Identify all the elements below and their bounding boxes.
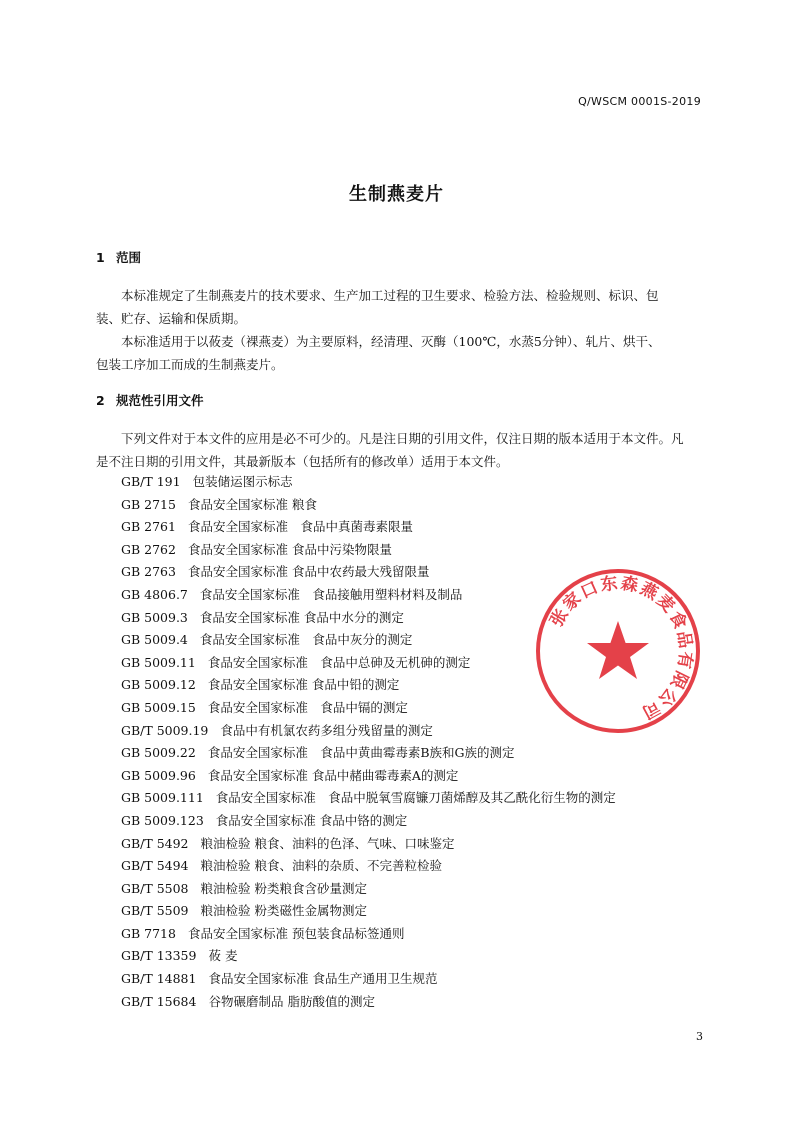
reference-code: GB 5009.123 <box>121 812 204 828</box>
reference-item <box>121 810 616 833</box>
reference-code: GB/T 15684 <box>121 993 197 1009</box>
reference-title: 食品安全国家标准 食品生产通用卫生规范 <box>208 971 438 987</box>
section-2-line: 下列文件对于本文件的应用是必不可少的。凡是注日期的引用文件，仅注日期的版本适用于本文件。凡 <box>121 431 684 446</box>
reference-code: GB 5009.4 <box>121 632 188 648</box>
reference-title: 食品安全国家标准 食品中铬的测定 <box>215 812 408 828</box>
reference-code: GB 2761 <box>121 519 176 535</box>
reference-code: GB 2762 <box>121 541 176 557</box>
reference-code: GB 5009.111 <box>121 790 204 806</box>
reference-item <box>121 855 616 878</box>
reference-title: 粮油检验 粮食、油料的色泽、气味、口味鉴定 <box>200 835 455 851</box>
reference-code: GB 2763 <box>121 564 176 580</box>
section-1-heading <box>96 248 141 266</box>
reference-list <box>121 471 616 1013</box>
reference-code: GB/T 13359 <box>121 948 197 964</box>
section-1-line: 本标准规定了生制燕麦片的技术要求、生产加工过程的卫生要求、检验方法、检验规则、标识、包 <box>121 288 659 303</box>
reference-item <box>121 923 616 946</box>
document-header-code: Q/WSCM 0001S-2019 <box>578 95 701 108</box>
reference-code: GB/T 14881 <box>121 971 197 987</box>
reference-code: GB 5009.15 <box>121 699 196 715</box>
reference-title: 食品安全国家标准 粮食 <box>187 496 317 512</box>
reference-title: 食品安全国家标准 食品中污染物限量 <box>187 541 392 557</box>
reference-code: GB 2715 <box>121 496 176 512</box>
reference-title: 莜 麦 <box>208 948 238 964</box>
reference-code: GB/T 191 <box>121 474 181 489</box>
reference-code: GB 5009.11 <box>121 654 196 670</box>
section-1-line: 装、贮存、运输和保质期。 <box>96 311 247 326</box>
document-title: 生制燕麦片 <box>349 184 444 205</box>
reference-item <box>121 539 616 562</box>
section-2-title: 规范性引用文件 <box>116 393 204 408</box>
reference-item <box>121 765 616 788</box>
reference-item <box>121 742 616 765</box>
reference-title: 食品安全国家标准 食品中脱氧雪腐镰刀菌烯醇及其乙酰化衍生物的测定 <box>215 790 616 806</box>
section-1-number: 1 <box>96 250 105 265</box>
reference-item <box>121 878 616 901</box>
reference-title: 食品安全国家标准 食品中总砷及无机砷的测定 <box>207 654 471 670</box>
reference-title: 包装储运图示标志 <box>192 474 293 489</box>
reference-code: GB 5009.22 <box>121 745 196 761</box>
reference-title: 食品安全国家标准 食品中镉的测定 <box>207 699 408 715</box>
section-1-line: 本标准适用于以莜麦（裸燕麦）为主要原料，经清理、灭酶（100℃，水蒸5分钟）、轧片、烘干、 <box>121 334 661 349</box>
reference-title: 粮油检验 粮食、油料的杂质、不完善粒检验 <box>200 858 442 874</box>
section-2-heading <box>96 391 204 409</box>
reference-title: 食品安全国家标准 食品中真菌毒素限量 <box>187 519 413 535</box>
reference-title: 食品安全国家标准 食品中铅的测定 <box>207 677 400 693</box>
reference-item <box>121 494 616 517</box>
reference-item <box>121 833 616 856</box>
reference-title: 食品安全国家标准 食品中赭曲霉毒素A的测定 <box>207 767 459 783</box>
reference-code: GB/T 5508 <box>121 880 189 896</box>
reference-title: 粮油检验 粉类磁性金属物测定 <box>200 903 367 919</box>
reference-code: GB/T 5009.19 <box>121 722 209 738</box>
section-1-line: 包装工序加工而成的生制燕麦片。 <box>96 357 284 372</box>
reference-code: GB 5009.3 <box>121 609 188 625</box>
reference-title: 食品安全国家标准 食品中灰分的测定 <box>199 632 413 648</box>
reference-code: GB/T 5509 <box>121 903 189 919</box>
reference-title: 食品安全国家标准 食品接触用塑料材料及制品 <box>199 586 463 602</box>
reference-item <box>121 968 616 991</box>
reference-item <box>121 900 616 923</box>
section-1-title: 范围 <box>116 250 142 265</box>
reference-code: GB 7718 <box>121 925 176 941</box>
reference-code: GB/T 5492 <box>121 835 189 851</box>
seal-text: 张家口东森燕麦食品有限公司 <box>546 573 696 724</box>
reference-title: 食品中有机氯农药多组分残留量的测定 <box>220 722 433 738</box>
reference-code: GB 5009.12 <box>121 677 196 693</box>
page-number: 3 <box>696 1030 703 1043</box>
reference-item <box>121 471 616 494</box>
seal-star-icon <box>587 621 649 679</box>
reference-title: 粮油检验 粉类粮食含砂量测定 <box>200 880 367 896</box>
reference-item <box>121 516 616 539</box>
reference-title: 食品安全国家标准 食品中农药最大残留限量 <box>187 564 430 580</box>
section-2-line: 是不注日期的引用文件，其最新版本（包括所有的修改单）适用于本文件。 <box>96 454 509 469</box>
reference-item <box>121 787 616 810</box>
reference-code: GB/T 5494 <box>121 858 189 874</box>
company-seal <box>533 566 703 736</box>
reference-title: 食品安全国家标准 食品中水分的测定 <box>199 609 404 625</box>
section-1-body <box>96 284 706 376</box>
reference-title: 食品安全国家标准 食品中黄曲霉毒素B族和G族的测定 <box>207 745 515 761</box>
section-2-body <box>96 427 706 473</box>
reference-code: GB 4806.7 <box>121 586 188 602</box>
reference-title: 食品安全国家标准 预包装食品标签通则 <box>187 925 405 941</box>
reference-code: GB 5009.96 <box>121 767 196 783</box>
section-2-number: 2 <box>96 393 105 408</box>
reference-item <box>121 991 616 1014</box>
reference-title: 谷物碾磨制品 脂肪酸值的测定 <box>208 993 375 1009</box>
reference-item <box>121 945 616 968</box>
